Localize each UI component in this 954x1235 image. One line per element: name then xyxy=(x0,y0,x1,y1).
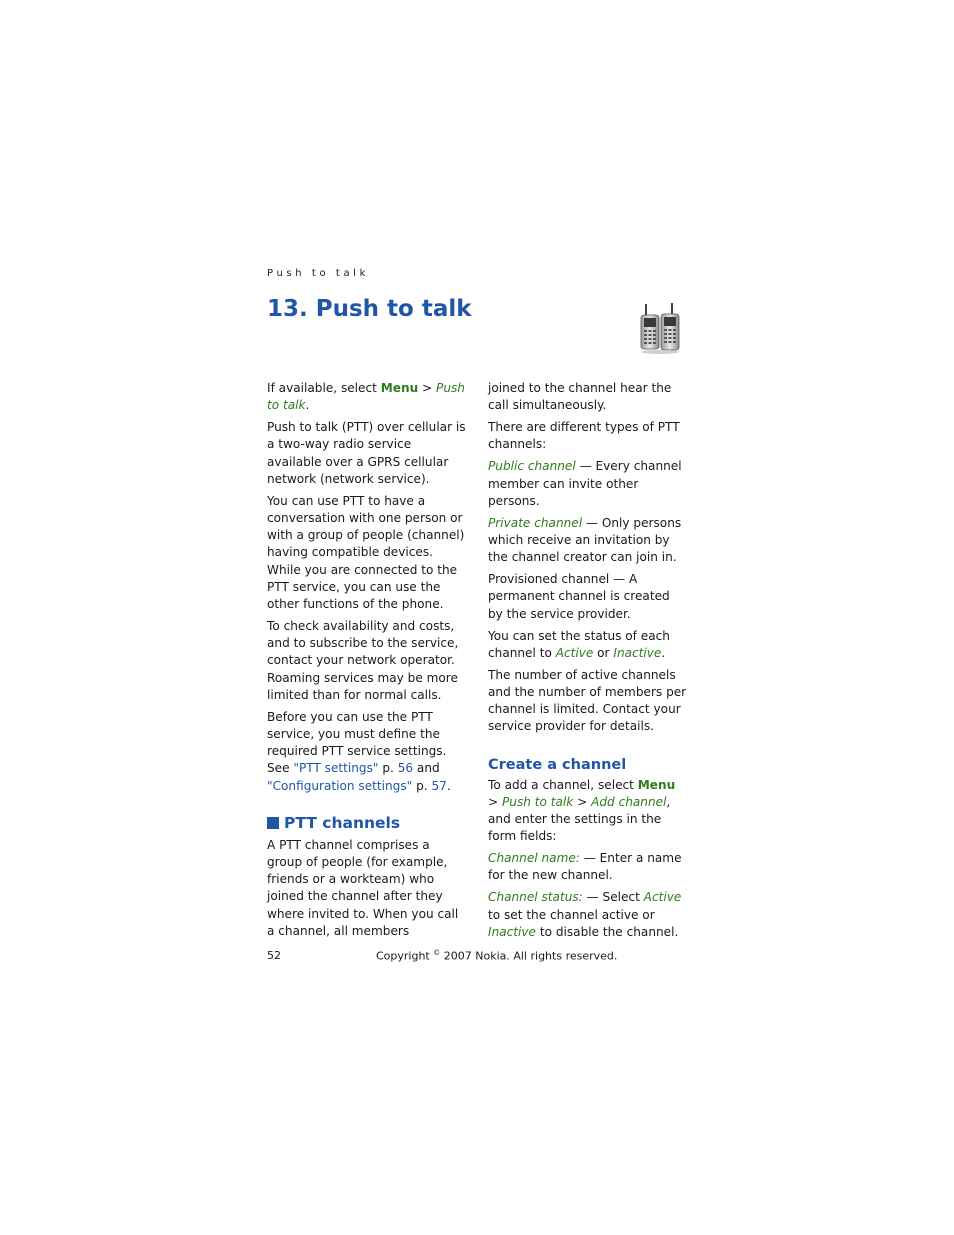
section-heading-ptt-channels: PTT channels xyxy=(267,813,467,833)
copyright-notice: Copyright © 2007 Nokia. All rights reserved. xyxy=(376,949,618,963)
page-title: 13. Push to talk xyxy=(267,296,472,322)
page-56-link[interactable]: 56 xyxy=(397,761,414,776)
menu-keyword: Menu xyxy=(380,381,419,395)
left-column xyxy=(267,380,467,945)
channel-name-item: Channel name: — Enter a name for the new channel. xyxy=(488,851,682,883)
create-paragraph: To add a channel, select Menu > Push to talk > Add channel, and enter the settings in the form fields: xyxy=(488,777,676,844)
ptt-settings-link[interactable]: "PTT settings" xyxy=(293,761,379,776)
body-paragraph: There are different types of PTT channels: xyxy=(488,420,680,452)
settings-paragraph: Before you can use the PTT service, you must define the required PTT service settings. See "PTT settings" p. 56 and "Configuration settings" p. 57. xyxy=(267,709,451,793)
subsection-heading-create-channel: Create a channel xyxy=(488,756,627,773)
configuration-settings-link[interactable]: "Configuration settings" xyxy=(267,778,413,793)
right-column xyxy=(488,380,688,946)
provisioned-channel-item: Provisioned channel — A permanent channel is created by the service provider. xyxy=(488,572,670,621)
body-paragraph: joined to the channel hear the call simultaneously. xyxy=(488,381,672,413)
channel-status-item: Channel status: — Select Active to set the channel active or Inactive to disable the channel. xyxy=(488,890,682,939)
section-square-icon xyxy=(267,817,279,829)
status-paragraph: You can set the status of each channel to Active or Inactive. xyxy=(488,628,670,660)
private-channel-item: Private channel — Only persons which receive an invitation by the channel creator can join in. xyxy=(488,515,682,565)
page-number: 52 xyxy=(267,949,281,962)
body-paragraph: To check availability and costs, and to subscribe to the service, contact your network operator. Roaming services may be more limited than for normal calls. xyxy=(267,619,459,702)
body-paragraph: The number of active channels and the number of members per channel is limited. Contact your service provider for details. xyxy=(488,667,687,734)
body-paragraph: Push to talk (PTT) over cellular is a two-way radio service available over a GPRS cellular network (network service). xyxy=(267,420,466,486)
running-header: Push to talk xyxy=(267,268,369,279)
walkie-talkie-phones-icon xyxy=(638,303,682,355)
body-paragraph: You can use PTT to have a conversation with one person or with a group of people (channel) having compatible devices. While you are connected to the PTT service, you can use the other functions of the phone. xyxy=(267,493,465,612)
menu-path: Push to talk xyxy=(267,381,465,413)
page-57-link[interactable]: 57 xyxy=(431,778,447,793)
public-channel-item: Public channel — Every channel member can invite other persons. xyxy=(488,459,682,508)
intro-paragraph: If available, select Menu > Push to talk. xyxy=(267,381,465,413)
body-paragraph: A PTT channel comprises a group of people (for example, friends or a workteam) who joined the channel after they where invited to. When you call a channel, all members xyxy=(267,837,459,938)
